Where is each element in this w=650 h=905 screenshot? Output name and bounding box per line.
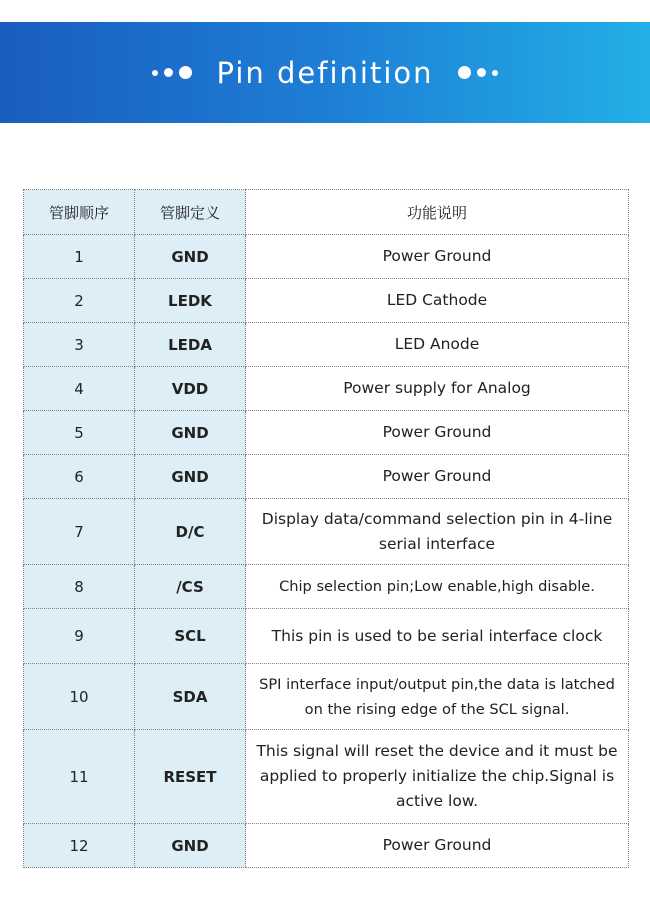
pin-number: 6 (24, 455, 135, 499)
dot-icon (152, 70, 158, 76)
decorative-dots-right (458, 66, 498, 79)
table-row (24, 279, 629, 323)
pin-name: GND (135, 824, 246, 868)
table-row (24, 664, 629, 730)
pin-description: Power Ground (246, 455, 629, 499)
pin-name: RESET (135, 730, 246, 824)
pin-number: 12 (24, 824, 135, 868)
pin-description: SPI interface input/output pin,the data is latched on the rising edge of the SCL signal. (246, 664, 629, 730)
table-row (24, 730, 629, 824)
pin-number: 11 (24, 730, 135, 824)
pin-description: Power Ground (246, 824, 629, 868)
dot-icon (492, 70, 498, 76)
pin-description: Power supply for Analog (246, 367, 629, 411)
header-banner (0, 22, 650, 123)
pin-number: 7 (24, 499, 135, 565)
pin-description: This signal will reset the device and it must be applied to properly initialize the chip.Signal is active low. (246, 730, 629, 824)
pin-name: D/C (135, 499, 246, 565)
pin-number: 4 (24, 367, 135, 411)
table-row (24, 565, 629, 609)
pin-description: This pin is used to be serial interface clock (246, 609, 629, 664)
pin-name: GND (135, 235, 246, 279)
header-function-description: 功能说明 (246, 190, 629, 235)
dot-icon (179, 66, 192, 79)
pin-name: VDD (135, 367, 246, 411)
pin-number: 10 (24, 664, 135, 730)
pin-number: 1 (24, 235, 135, 279)
pin-name: LEDK (135, 279, 246, 323)
pin-description: Chip selection pin;Low enable,high disable. (246, 565, 629, 609)
table-row (24, 235, 629, 279)
dot-icon (458, 66, 471, 79)
table-row (24, 499, 629, 565)
pin-number: 8 (24, 565, 135, 609)
decorative-dots-left (152, 66, 192, 79)
pin-description: Power Ground (246, 235, 629, 279)
pin-number: 3 (24, 323, 135, 367)
pin-description: Power Ground (246, 411, 629, 455)
pin-number: 5 (24, 411, 135, 455)
dot-icon (477, 68, 486, 77)
pin-number: 9 (24, 609, 135, 664)
pin-name: LEDA (135, 323, 246, 367)
table-row (24, 455, 629, 499)
pin-name: GND (135, 455, 246, 499)
pin-name: SDA (135, 664, 246, 730)
pin-name: GND (135, 411, 246, 455)
pin-name: SCL (135, 609, 246, 664)
pin-description: LED Cathode (246, 279, 629, 323)
table-row (24, 323, 629, 367)
pin-description: LED Anode (246, 323, 629, 367)
table-header-row (24, 190, 629, 235)
pin-name: /CS (135, 565, 246, 609)
table-row (24, 367, 629, 411)
table-row (24, 609, 629, 664)
table-row (24, 411, 629, 455)
pin-definition-table (23, 189, 629, 868)
table-row (24, 824, 629, 868)
page-title: Pin definition (216, 55, 434, 90)
dot-icon (164, 68, 173, 77)
pin-description: Display data/command selection pin in 4-line serial interface (246, 499, 629, 565)
pin-number: 2 (24, 279, 135, 323)
header-pin-order: 管脚顺序 (24, 190, 135, 235)
header-pin-definition: 管脚定义 (135, 190, 246, 235)
